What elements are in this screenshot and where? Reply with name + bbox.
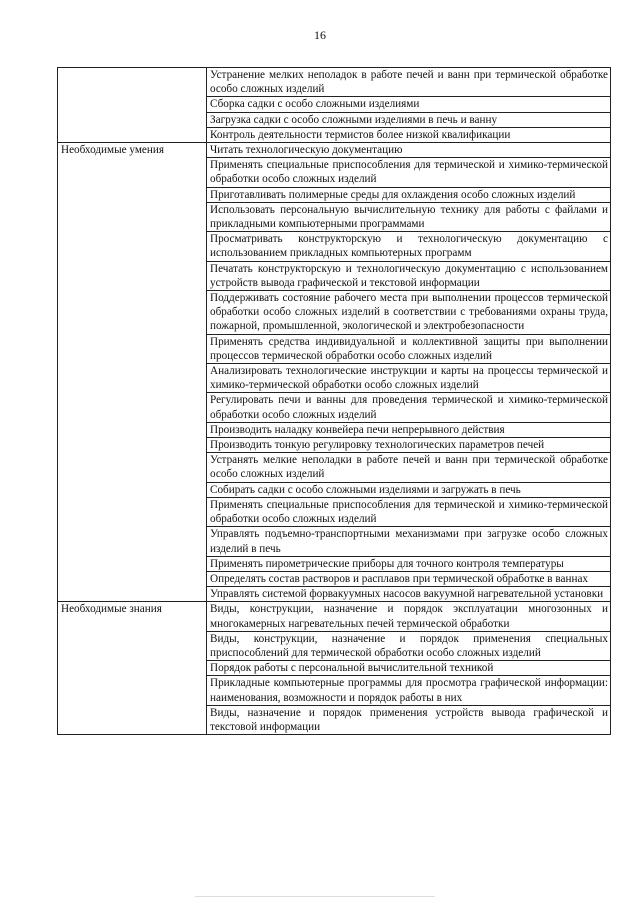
requirements-table — [57, 67, 611, 735]
requirement-item: Применять специальные приспособления для термической и химико-термической обработки особо сложных изделий — [207, 497, 611, 526]
section-label: Необходимые знания — [58, 602, 207, 735]
requirement-item: Сборка садки с особо сложными изделиями — [207, 97, 611, 112]
section-label: Необходимые умения — [58, 143, 207, 602]
requirement-item: Виды, конструкции, назначение и порядок применения специальных приспособлений для термической обработки особо сложных изделий — [207, 631, 611, 660]
requirement-item: Управлять подъемно-транспортными механизмами при загрузке особо сложных изделий в печь — [207, 527, 611, 556]
requirement-item: Использовать персональную вычислительную технику для работы с файлами и прикладными компьютерными программами — [207, 202, 611, 231]
requirement-item: Контроль деятельности термистов более низкой квалификации — [207, 127, 611, 142]
page-number: 16 — [314, 28, 326, 42]
requirement-item: Производить тонкую регулировку технологических параметров печей — [207, 438, 611, 453]
requirement-item: Управлять системой форвакуумных насосов вакуумной нагревательной установки — [207, 587, 611, 602]
page-bottom-divider — [195, 896, 435, 897]
requirement-item: Приготавливать полимерные среды для охлаждения особо сложных изделий — [207, 187, 611, 202]
requirement-item: Виды, назначение и порядок применения устройств вывода графической и текстовой информации — [207, 705, 611, 734]
requirement-item: Печатать конструкторскую и технологическую документацию с использованием устройств вывода графической и текстовой информации — [207, 261, 611, 290]
requirement-item: Применять средства индивидуальной и коллективной защиты при выполнении процессов термической обработки особо сложных изделий — [207, 334, 611, 363]
requirement-item: Собирать садки с особо сложными изделиями и загружать в печь — [207, 482, 611, 497]
requirement-item: Загрузка садки с особо сложными изделиями в печь и ванну — [207, 112, 611, 127]
requirement-item: Анализировать технологические инструкции и карты на процессы термической и химико-термической обработки особо сложных изделий — [207, 364, 611, 393]
requirement-item: Виды, конструкции, назначение и порядок эксплуатации многозонных и многокамерных нагревательных печей термической обработки — [207, 602, 611, 631]
requirement-item: Определять состав растворов и расплавов при термической обработке в ваннах — [207, 571, 611, 586]
table-row — [58, 68, 611, 97]
table-row — [58, 143, 611, 158]
requirement-item: Просматривать конструкторскую и технологическую документацию с использованием прикладных компьютерных программ — [207, 232, 611, 261]
requirement-item: Поддерживать состояние рабочего места при выполнении процессов термической обработки особо сложных изделий в соответствии с требованиями охраны труда, пожарной, промышленной, экологической и электробезопасности — [207, 291, 611, 335]
section-label — [58, 68, 207, 143]
requirement-item: Регулировать печи и ванны для проведения термической и химико-термической обработки особо сложных изделий — [207, 393, 611, 422]
requirement-item: Производить наладку конвейера печи непрерывного действия — [207, 422, 611, 437]
requirement-item: Порядок работы с персональной вычислительной техникой — [207, 661, 611, 676]
table-row — [58, 602, 611, 631]
requirement-item: Устранять мелкие неполадки в работе печей и ванн при термической обработке особо сложных изделий — [207, 453, 611, 482]
requirement-item: Применять пирометрические приборы для точного контроля температуры — [207, 556, 611, 571]
requirement-item: Прикладные компьютерные программы для просмотра графической информации: наименования, возможности и порядок работы в них — [207, 676, 611, 705]
requirement-item: Применять специальные приспособления для термической и химико-термической обработки особо сложных изделий — [207, 158, 611, 187]
requirement-item: Устранение мелких неполадок в работе печей и ванн при термической обработке особо сложных изделий — [207, 68, 611, 97]
requirement-item: Читать технологическую документацию — [207, 143, 611, 158]
